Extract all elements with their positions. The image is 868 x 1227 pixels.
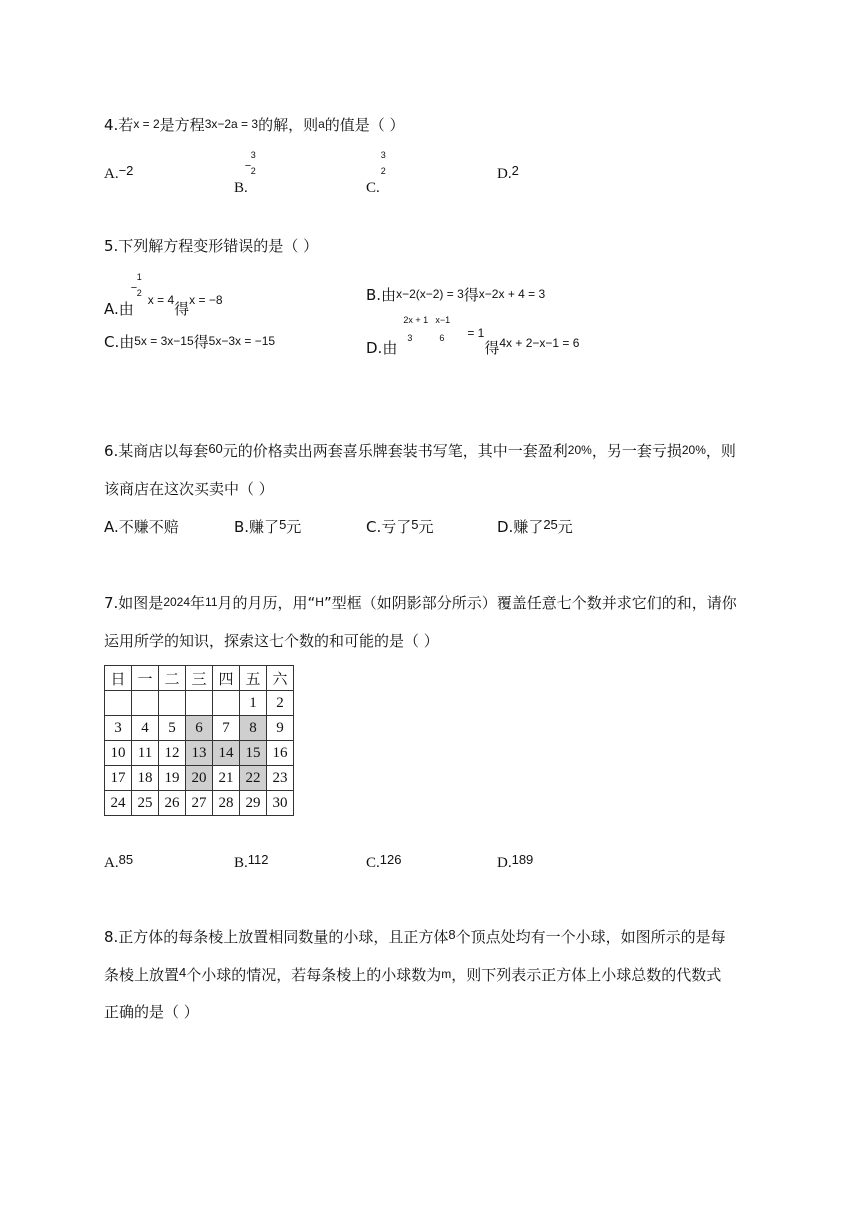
calendar-day: 1 [240,691,267,716]
q5-option-b: B.由x−2(x−2) = 3得x−2x + 4 = 3 [366,286,546,304]
q4-option-a: A.−2 [104,163,134,182]
q5-stem: 5.下列解方程变形错误的是（ ） [104,237,319,255]
calendar-day: 11 [132,741,159,766]
q6-option-d: D.赚了25元 [497,517,573,536]
q5-option-a: A.由 − 1 2 $_{x = 4}$得$_{x = -8}$ [104,272,223,318]
calendar-day [213,691,240,716]
q7-stem-line1: 7.如图是2024年11月的月历，用“H”型框（如阴影部分所示）覆盖任意七个数并求它们的和，请你 [104,594,737,612]
calendar-day: 28 [213,791,240,816]
calendar-day: 23 [267,766,294,791]
calendar-day-shaded: 14 [213,741,240,766]
q7-stem-line2: 运用所学的知识，探索这七个数的和可能的是（ ） [104,632,439,650]
calendar-weekday-header: 四 [213,666,240,691]
q8-stem-line2: 条棱上放置4个小球的情况，若每条棱上的小球数为m，则下列表示正方体上小球总数的代数式 [104,965,722,984]
calendar-weekday-header: 二 [159,666,186,691]
calendar-day: 18 [132,766,159,791]
calendar-day-shaded: 13 [186,741,213,766]
calendar-table [104,665,294,816]
calendar-day: 30 [267,791,294,816]
calendar-day-shaded: 22 [240,766,267,791]
q4-stem: 4.若x = 2是方程3x−2a = 3的解，则a的值是（ ） [104,116,405,134]
q6-stem-line2: 该商店在这次买卖中（ ） [104,480,274,498]
calendar-header-row [105,666,294,691]
q6-option-b: B.赚了5元 [234,517,302,536]
calendar-day: 7 [213,716,240,741]
q8-stem-line3: 正确的是（ ） [104,1003,199,1021]
calendar-day: 2 [267,691,294,716]
q7-option-a: A.85 [104,852,134,871]
calendar-day: 10 [105,741,132,766]
q6-option-a: A.不赚不赔 [104,518,179,536]
calendar-day-shaded: 20 [186,766,213,791]
calendar-day: 9 [267,716,294,741]
calendar-day: 12 [159,741,186,766]
calendar-week-row [105,716,294,741]
q4-option-c: C. 3 2 [366,150,386,196]
calendar-day [159,691,186,716]
calendar-day: 5 [159,716,186,741]
calendar-week-row [105,791,294,816]
q7-option-d: D.189 [497,852,534,871]
calendar-day: 16 [267,741,294,766]
q5-option-c: C.由5x = 3x−15得5x−3x = −15 [104,333,276,351]
q8-stem-line1: 8.正方体的每条棱上放置相同数量的小球，且正方体8个顶点处均有一个小球，如图所示的是每 [104,927,726,946]
calendar-day: 27 [186,791,213,816]
calendar-weekday-header: 五 [240,666,267,691]
calendar-weekday-header: 一 [132,666,159,691]
calendar-week-row [105,766,294,791]
q4-option-d: D.2 [497,163,519,182]
calendar-day: 3 [105,716,132,741]
calendar-week-row [105,691,294,716]
calendar-day: 26 [159,791,186,816]
calendar-day [105,691,132,716]
calendar-day-shaded: 8 [240,716,267,741]
calendar-weekday-header: 三 [186,666,213,691]
calendar-day-shaded: 15 [240,741,267,766]
calendar-day-shaded: 6 [186,716,213,741]
q6-option-c: C.亏了5元 [366,517,434,536]
q6-stem-line1: 6.某商店以每套60元的价格卖出两套喜乐牌套装书写笔，其中一套盈利20%，另一套亏损20%，则 [104,441,736,460]
calendar-day [132,691,159,716]
calendar-week-row [105,741,294,766]
q7-option-b: B.112 [234,852,269,871]
calendar-day: 17 [105,766,132,791]
q5-option-d: D.由 2x + 1 x−1 3 6 $^{= 1}$得$_{4x + 2-x-1 = 6}$ [366,315,580,357]
q4-option-b: B. − 3 2 [234,150,256,196]
calendar-weekday-header: 日 [105,666,132,691]
calendar-day: 25 [132,791,159,816]
calendar-day: 19 [159,766,186,791]
calendar-day: 24 [105,791,132,816]
calendar-day [186,691,213,716]
q7-option-c: C.126 [366,852,402,871]
calendar-day: 21 [213,766,240,791]
calendar-weekday-header: 六 [267,666,294,691]
calendar-day: 29 [240,791,267,816]
calendar-day: 4 [132,716,159,741]
